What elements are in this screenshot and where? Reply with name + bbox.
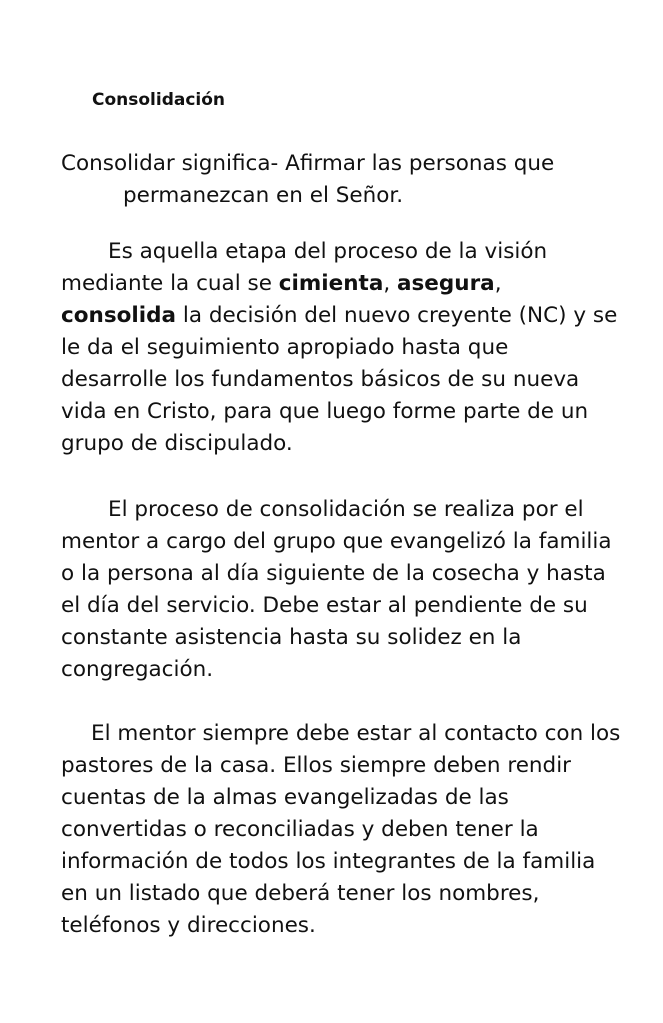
process-paragraph: El proceso de consolidación se realiza por el mentor a cargo del grupo que evangelizó la familia o la persona al día siguiente de la cosecha y hasta el día del servicio. Debe estar al pendiente de su constante asistencia hasta su solidez en la congregación. bbox=[61, 497, 612, 682]
separator: , bbox=[494, 271, 502, 296]
definition-line-2: permanezcan en el Señor. bbox=[123, 183, 404, 208]
stage-paragraph bbox=[61, 236, 621, 460]
definition-paragraph bbox=[61, 148, 621, 212]
definition-line-1: Consolidar significa- Afirmar las personas que bbox=[61, 151, 555, 176]
bold-term-asegura: asegura bbox=[397, 271, 495, 296]
stage-text-start: Es aquella etapa del proceso de la visión mediante la cual se bbox=[61, 239, 548, 296]
section-heading: Consolidación bbox=[92, 90, 226, 110]
mentor-paragraph: El mentor siempre debe estar al contacto con los pastores de la casa. Ellos siempre deben rendir cuentas de la almas evangelizadas de las convertidas o reconciliadas y deben tener la información de todos los integrantes de la familia en un listado que deberá tener los nombres, teléfonos y direcciones. bbox=[61, 721, 621, 938]
stage-text-end: la decisión del nuevo creyente (NC) y se le da el seguimiento apropiado hasta que desarrolle los fundamentos básicos de su nueva vida en Cristo, para que luego forme parte de un grupo de discipulado. bbox=[61, 303, 618, 456]
separator: , bbox=[383, 271, 397, 296]
bold-term-cimienta: cimienta bbox=[278, 271, 384, 296]
bold-term-consolida: consolida bbox=[61, 303, 177, 328]
